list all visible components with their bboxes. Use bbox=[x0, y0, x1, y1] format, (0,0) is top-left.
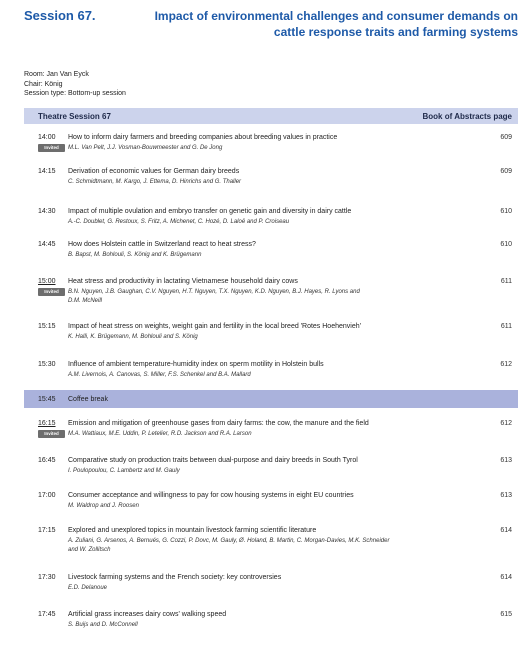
row-time: 17:15 bbox=[38, 527, 56, 534]
row-authors: M. Waldrop and J. Roosen bbox=[68, 503, 139, 509]
row-page: 612 bbox=[500, 361, 512, 368]
row-page: 613 bbox=[500, 492, 512, 499]
row-title: Livestock farming systems and the French society: key controversies bbox=[68, 574, 282, 581]
row-title: Artificial grass increases dairy cows' walking speed bbox=[68, 611, 227, 618]
session-label: Session 67. bbox=[24, 8, 96, 23]
row-authors: M.L. Van Pelt, J.J. Vosman-Bouwmeester and G. De Jong bbox=[68, 145, 223, 151]
row-authors-line: A. Zuliani, G. Arsenos, A. Bernués, G. Cozzi, P. Dovc, M. Gauly, Ø. Holand, B. Martin, C. Morgan-Davies, M.K. Schneider bbox=[68, 538, 390, 544]
row-authors bbox=[68, 288, 478, 306]
break-title: Coffee break bbox=[68, 396, 108, 403]
row-authors-line: B.N. Nguyen, J.B. Gaughan, C.V. Nguyen, H.T. Nguyen, T.X. Nguyen, K.D. Nguyen, B.J. Hayes, R. Lyons and bbox=[68, 289, 360, 295]
row-title: Explored and unexplored topics in mountain livestock farming scientific literature bbox=[68, 527, 317, 534]
row-page: 615 bbox=[500, 611, 512, 618]
row-authors-line: and W. Zollitsch bbox=[68, 547, 111, 553]
row-authors: A.M. Livernois, A. Canovas, S. Miller, F.S. Schenkel and B.A. Mallard bbox=[68, 372, 251, 378]
table-header-session: Theatre Session 67 bbox=[38, 112, 111, 121]
row-title: Impact of heat stress on weights, weight gain and fertility in the local breed 'Rotes Hoehenvieh' bbox=[68, 323, 361, 330]
row-authors: E.D. Delanoue bbox=[68, 585, 108, 591]
row-title: Comparative study on production traits between dual-purpose and dairy breeds in South Tyrol bbox=[68, 457, 358, 464]
session-meta bbox=[24, 70, 126, 99]
session-title: Impact of environmental challenges and consumer demands on cattle response traits and farming systems bbox=[154, 9, 518, 39]
row-time: 17:45 bbox=[38, 611, 56, 618]
row-title: Derivation of economic values for German dairy breeds bbox=[68, 168, 240, 175]
row-authors: K. Halli, K. Brügemann, M. Bohlouli and S. König bbox=[68, 334, 198, 340]
row-page: 609 bbox=[500, 134, 512, 141]
coffee-break-row bbox=[24, 390, 518, 408]
row-time: 15:15 bbox=[38, 323, 56, 330]
row-title: Heat stress and productivity in lactating Vietnamese household dairy cows bbox=[68, 278, 298, 285]
row-authors: M.A. Wattiaux, M.E. Uddin, P. Letelier, R.D. Jackson and R.A. Larson bbox=[68, 431, 252, 437]
row-time: 15:00 bbox=[38, 278, 56, 285]
invited-badge: Invited bbox=[38, 144, 65, 152]
row-page: 612 bbox=[500, 420, 512, 427]
row-page: 611 bbox=[500, 323, 512, 330]
row-authors bbox=[68, 537, 478, 555]
room-info: Room: Jan Van Eyck bbox=[24, 71, 89, 78]
row-time: 14:00 bbox=[38, 134, 56, 141]
break-time: 15:45 bbox=[38, 396, 56, 403]
row-time: 14:15 bbox=[38, 168, 56, 175]
row-title: Influence of ambient temperature-humidity index on sperm motility in Holstein bulls bbox=[68, 361, 324, 368]
row-authors: S. Buijs and D. McConnell bbox=[68, 622, 138, 628]
row-time: 17:30 bbox=[38, 574, 56, 581]
table-header-page: Book of Abstracts page bbox=[422, 112, 512, 121]
row-page: 614 bbox=[500, 527, 512, 534]
row-page: 613 bbox=[500, 457, 512, 464]
row-title: Consumer acceptance and willingness to pay for cow housing systems in eight EU countries bbox=[68, 492, 354, 499]
row-time: 16:15 bbox=[38, 420, 56, 427]
invited-badge: Invited bbox=[38, 288, 65, 296]
row-time: 16:45 bbox=[38, 457, 56, 464]
row-authors: B. Bapst, M. Bohlouli, S. König and K. Brügemann bbox=[68, 252, 202, 258]
session-type-info: Session type: Bottom-up session bbox=[24, 90, 126, 97]
row-authors: A.-C. Doublet, G. Restoux, S. Fritz, A. Michenet, C. Hozé, D. Laloë and P. Croiseau bbox=[68, 219, 290, 225]
row-time: 14:30 bbox=[38, 208, 56, 215]
row-page: 611 bbox=[500, 278, 512, 285]
table-header bbox=[24, 108, 518, 124]
row-time: 14:45 bbox=[38, 241, 56, 248]
row-title: How to inform dairy farmers and breeding companies about breeding values in practice bbox=[68, 134, 338, 141]
row-authors: C. Schmidtmann, M. Kargo, J. Ettema, D. Hinrichs and G. Thaller bbox=[68, 179, 242, 185]
row-page: 614 bbox=[500, 574, 512, 581]
row-page: 609 bbox=[500, 168, 512, 175]
row-time: 15:30 bbox=[38, 361, 56, 368]
chair-info: Chair: König bbox=[24, 80, 63, 88]
invited-badge: Invited bbox=[38, 430, 65, 438]
row-authors-line: D.M. McNeill bbox=[68, 298, 102, 304]
row-authors: I. Poulopoulou, C. Lambertz and M. Gauly bbox=[68, 468, 180, 474]
row-page: 610 bbox=[500, 208, 512, 215]
row-page: 610 bbox=[500, 241, 512, 248]
row-title: Emission and mitigation of greenhouse gases from dairy farms: the cow, the manure and the field bbox=[68, 420, 369, 427]
row-time: 17:00 bbox=[38, 492, 56, 499]
row-title: How does Holstein cattle in Switzerland react to heat stress? bbox=[68, 241, 256, 248]
row-title: Impact of multiple ovulation and embryo transfer on genetic gain and diversity in dairy cattle bbox=[68, 208, 352, 215]
